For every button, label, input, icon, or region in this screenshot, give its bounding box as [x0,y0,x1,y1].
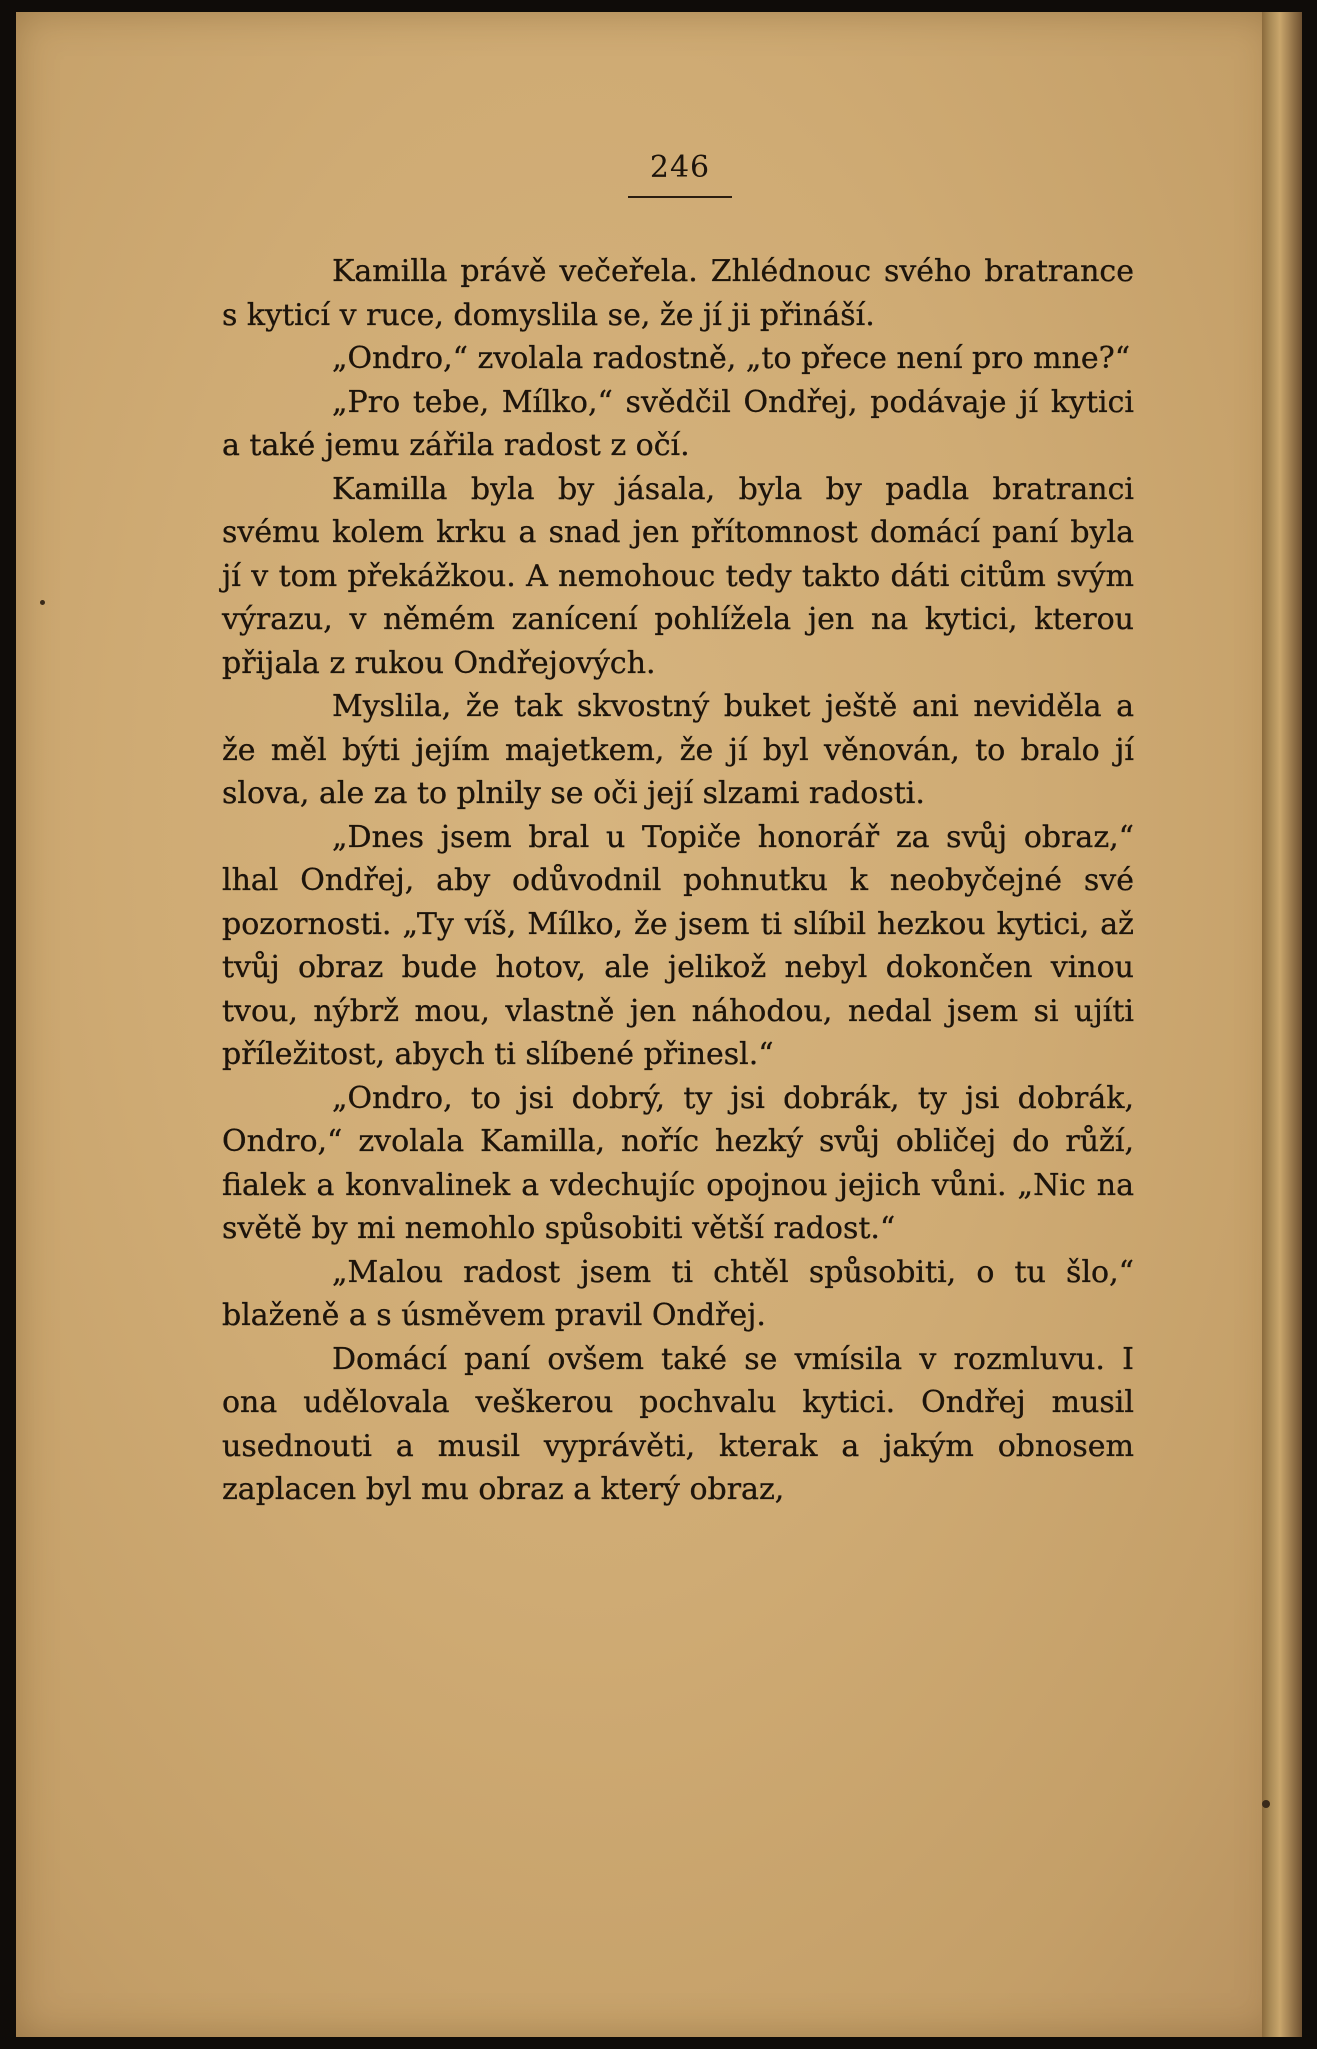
paper-speck [1262,1800,1270,1808]
page-edge [1262,12,1302,2037]
paragraph: „Ondro, to jsi dobrý, ty jsi dobrák, ty jsi dobrák, Ondro,“ zvolala Kamilla, noříc hezký svůj obličej do růží, fialek a konvalinek a vdechujíc opojnou jejich vůni. „Nic na světě by mi nemohlo spůsobiti větší radost.“ [222,1080,1134,1246]
paragraph: Myslila, že tak skvostný buket ještě ani neviděla a že měl býti jejím majetkem, že jí byl věnován, to bralo jí slova, ale za to plnily se oči její slzami radosti. [222,689,1134,811]
paragraph: „Pro tebe, Mílko,“ svědčil Ondřej, podávaje jí kytici a také jemu zářila radost z očí. [222,384,1134,463]
paragraph: „Ondro,“ zvolala radostně, „to přece není pro mne?“ [332,341,1131,376]
paragraph: Domácí paní ovšem také se vmísila v rozmluvu. I ona udělovala veškerou pochvalu kytici. Ondřej musil usednouti a musil vyprávěti, kterak a jakým obnosem zaplacen byl mu obraz a který obraz, [222,1341,1134,1507]
page-number: 246 [649,150,711,185]
paragraph: Kamilla byla by jásala, byla by padla bratranci svému kolem krku a snad jen přítomnost domácí paní byla jí v tom překážkou. A nemohouc tedy takto dáti citům svým výrazu, v němém zanícení pohlížela jen na kytici, kterou přijala z rukou Ondřejových. [222,471,1134,681]
paragraph: „Dnes jsem bral u Topiče honorář za svůj obraz,“ lhal Ondřej, aby odůvodnil pohnutku k neobyčejné své pozornosti. „Ty víš, Mílko, že jsem ti slíbil hezkou kytici, až tvůj obraz bude hotov, ale jelikož nebyl dokončen vinou tvou, nýbrž mou, vlastně jen náhodou, nedal jsem si ujíti příležitost, abych ti slíbené přinesl.“ [222,819,1134,1072]
paper-speck [40,600,45,605]
page-number-rule [628,196,732,198]
body-text [222,250,1134,1512]
paragraph: „Malou radost jsem ti chtěl spůsobiti, o tu šlo,“ blaženě a s úsměvem pravil Ondřej. [222,1254,1134,1333]
paragraph: Kamilla právě večeřela. Zhlédnouc svého bratrance s kyticí v ruce, domyslila se, že jí ji přináší. [222,254,1134,333]
